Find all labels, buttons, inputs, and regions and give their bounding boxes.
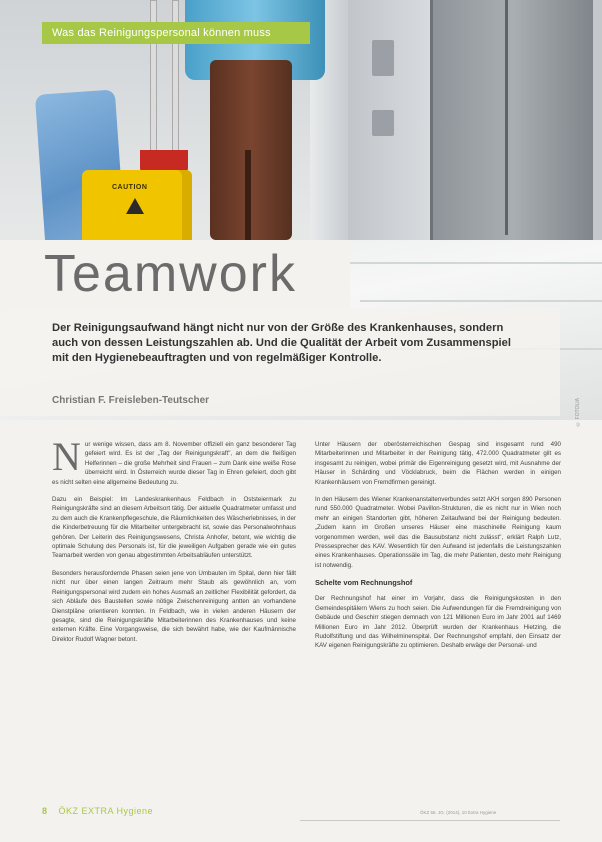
caution-triangle-icon — [126, 198, 144, 214]
issue-info: ÖKZ 55. JG. (2014), 10 Extra Hygiene — [420, 810, 497, 815]
photo-credit: © FOTOLIA — [575, 398, 581, 427]
paragraph: Unter Häusern der oberösterreichischen Gespag sind insgesamt rund 490 Mitarbeiterinnen und Mitarbeiter in der Reinigung tätig, 472.000 Quadratmeter gilt es insgesamt zu reinigen, wobei primär die Eigenreinigung gesetzt wird, mit Ausnahme der Häuser in Schärding und Vöcklabruck, beim die Flächen werden in einigen Krankenhäusern von Fremdfirmen gereinigt. — [315, 441, 561, 486]
floor-tile-line — [360, 300, 602, 302]
wall-socket — [372, 110, 394, 136]
paragraph: In den Häusern des Wiener Krankenanstaltenverbundes setzt AKH sorgen 890 Personen rund 550.000 Quadratmeter. Wobei Pavillon-Strukturen, die es nicht nur in Wien noch mehr an einigen Standorten gibt, höheren Zeitaufwand bei der Reinigung bedeuten. „Zudem kann im Großen unseres Häuser eine maschinelle Reinigung kaum vorgenommen werden, weil das die Bausubstanz nicht zulässt", erklärt Ralph Lutz, Pressesprecher des KAV. Wesentlich für den Aufwand ist jedenfalls die Leistungszahlen eines Krankenhauses. Operationssäle im Tag, die mehr Patienten, desto mehr Reinigung ist notwendig. — [315, 496, 561, 569]
text-column-right — [315, 440, 561, 659]
caution-label: CAUTION — [112, 184, 148, 191]
floor-tile-line — [340, 262, 602, 264]
text-column-left — [52, 434, 296, 652]
page-number: 8 — [42, 806, 48, 816]
article-lead: Der Reinigungsaufwand hängt nicht nur von der Größe des Krankenhauses, sondern auch von dessen Leistungszahlen ab. Und die Qualität der Arbeit vom Zusammenspiel mit den Hygienebeauftragten und von regelmäßiger Kontrolle. — [52, 322, 511, 364]
paragraph: Der Rechnungshof hat einer im Vorjahr, dass die Reinigungskosten in den Gemeindespitälern Wiens zu hoch seien. Die Aufwendungen für die Fremdreinigung von Gebäude und Geschirr stiegen demnach von 121 Millionen Euro im Jahr 2001 auf 1469 Millionen Euro im Jahr 2012. Überprüft wurden der Krankenhaus Hietzing, die Rudolfstiftung und das Wilhelminenspital. Der Rechnungshof empfahl, den Einsatz der KAV eigenen Reinigungskräfte zu optimieren. Deshalb erwäge der Personal- und — [315, 595, 561, 650]
subheading: Schelte vom Rechnungshof — [315, 578, 413, 588]
footer-rule — [300, 820, 560, 821]
article-title: Teamwork — [44, 245, 297, 303]
magazine-section: ÖKZ EXTRA Hygiene — [58, 806, 154, 816]
wall-socket — [372, 40, 394, 76]
elevator-door — [430, 0, 593, 240]
drop-cap: N — [52, 434, 81, 479]
paragraph: Dazu ein Beispiel: Im Landeskrankenhaus Feldbach in Oststeiermark zu Reinigungskräfte sind an diesem Arbeitsort tätig. Der aktuelle Quadratmeter umfasst und zu dem auch die Krankenpflegeschule, die Räumlichkeiten des Wäscherlebnisses, in der die Kinderbetreuung für die Mitarbeiter untergebracht ist, sowie das Personalwohnhaus gehören. Der Leiterin des Reinigungswesens, Christa Anhofer, betont, wie wichtig die optimale Schulung des Personals ist, für die jeweiligen Aufgaben gerade wie ein gutes Teamarbeit werden von genau abgestimmten Arbeitsabläufen unterstützt. — [52, 496, 296, 560]
page-footer — [42, 806, 153, 816]
paragraph: Besonders herausfordernde Phasen seien jene von Umbauten im Spital, denn hier fällt nicht nur über einen langen Zeitraum mehr Staub als gewöhnlich an, vom Reinigungspersonal wird zudem ein hohes Ausmaß an zeitlicher Flexibilität gefordert, da sich Abläufe des Baustellen sowie nötige Zwischenreinigung antten an vorhandene Dienstpläne orientieren konnten. In Feldbach, wie in vielen anderen Häusern der gesagte, sind die Reinigungskräfte Mitarbeiterinnen des Krankenhauses und keine externen Kräfte. Eine Vorgangsweise, die sich bewährt habe, wie der Kaufmännische Direktor Rudolf Wagner betont. — [52, 569, 296, 643]
article-author: Christian F. Freisleben-Teutscher — [52, 395, 210, 406]
section-kicker: Was das Reinigungspersonal können muss — [42, 22, 310, 44]
cleaner-legs-gap — [245, 150, 251, 240]
paragraph: Nur wenige wissen, dass am 8. November offiziell ein ganz besonderer Tag gefeiert wird. Es ist der „Tag der Reinigungskraft", an dem die fleißigen Helferinnen – die große Mehrheit sind Frauen – zum Dank eine weiße Rose überreicht wird. In Österreich wurde dieser Tag in Ehren gefeiert, doch gibt es nicht selten eine allgemeine Bedeutung zu. — [52, 434, 296, 486]
cleaner-legs — [210, 60, 292, 240]
elevator-door-seam — [505, 0, 508, 235]
